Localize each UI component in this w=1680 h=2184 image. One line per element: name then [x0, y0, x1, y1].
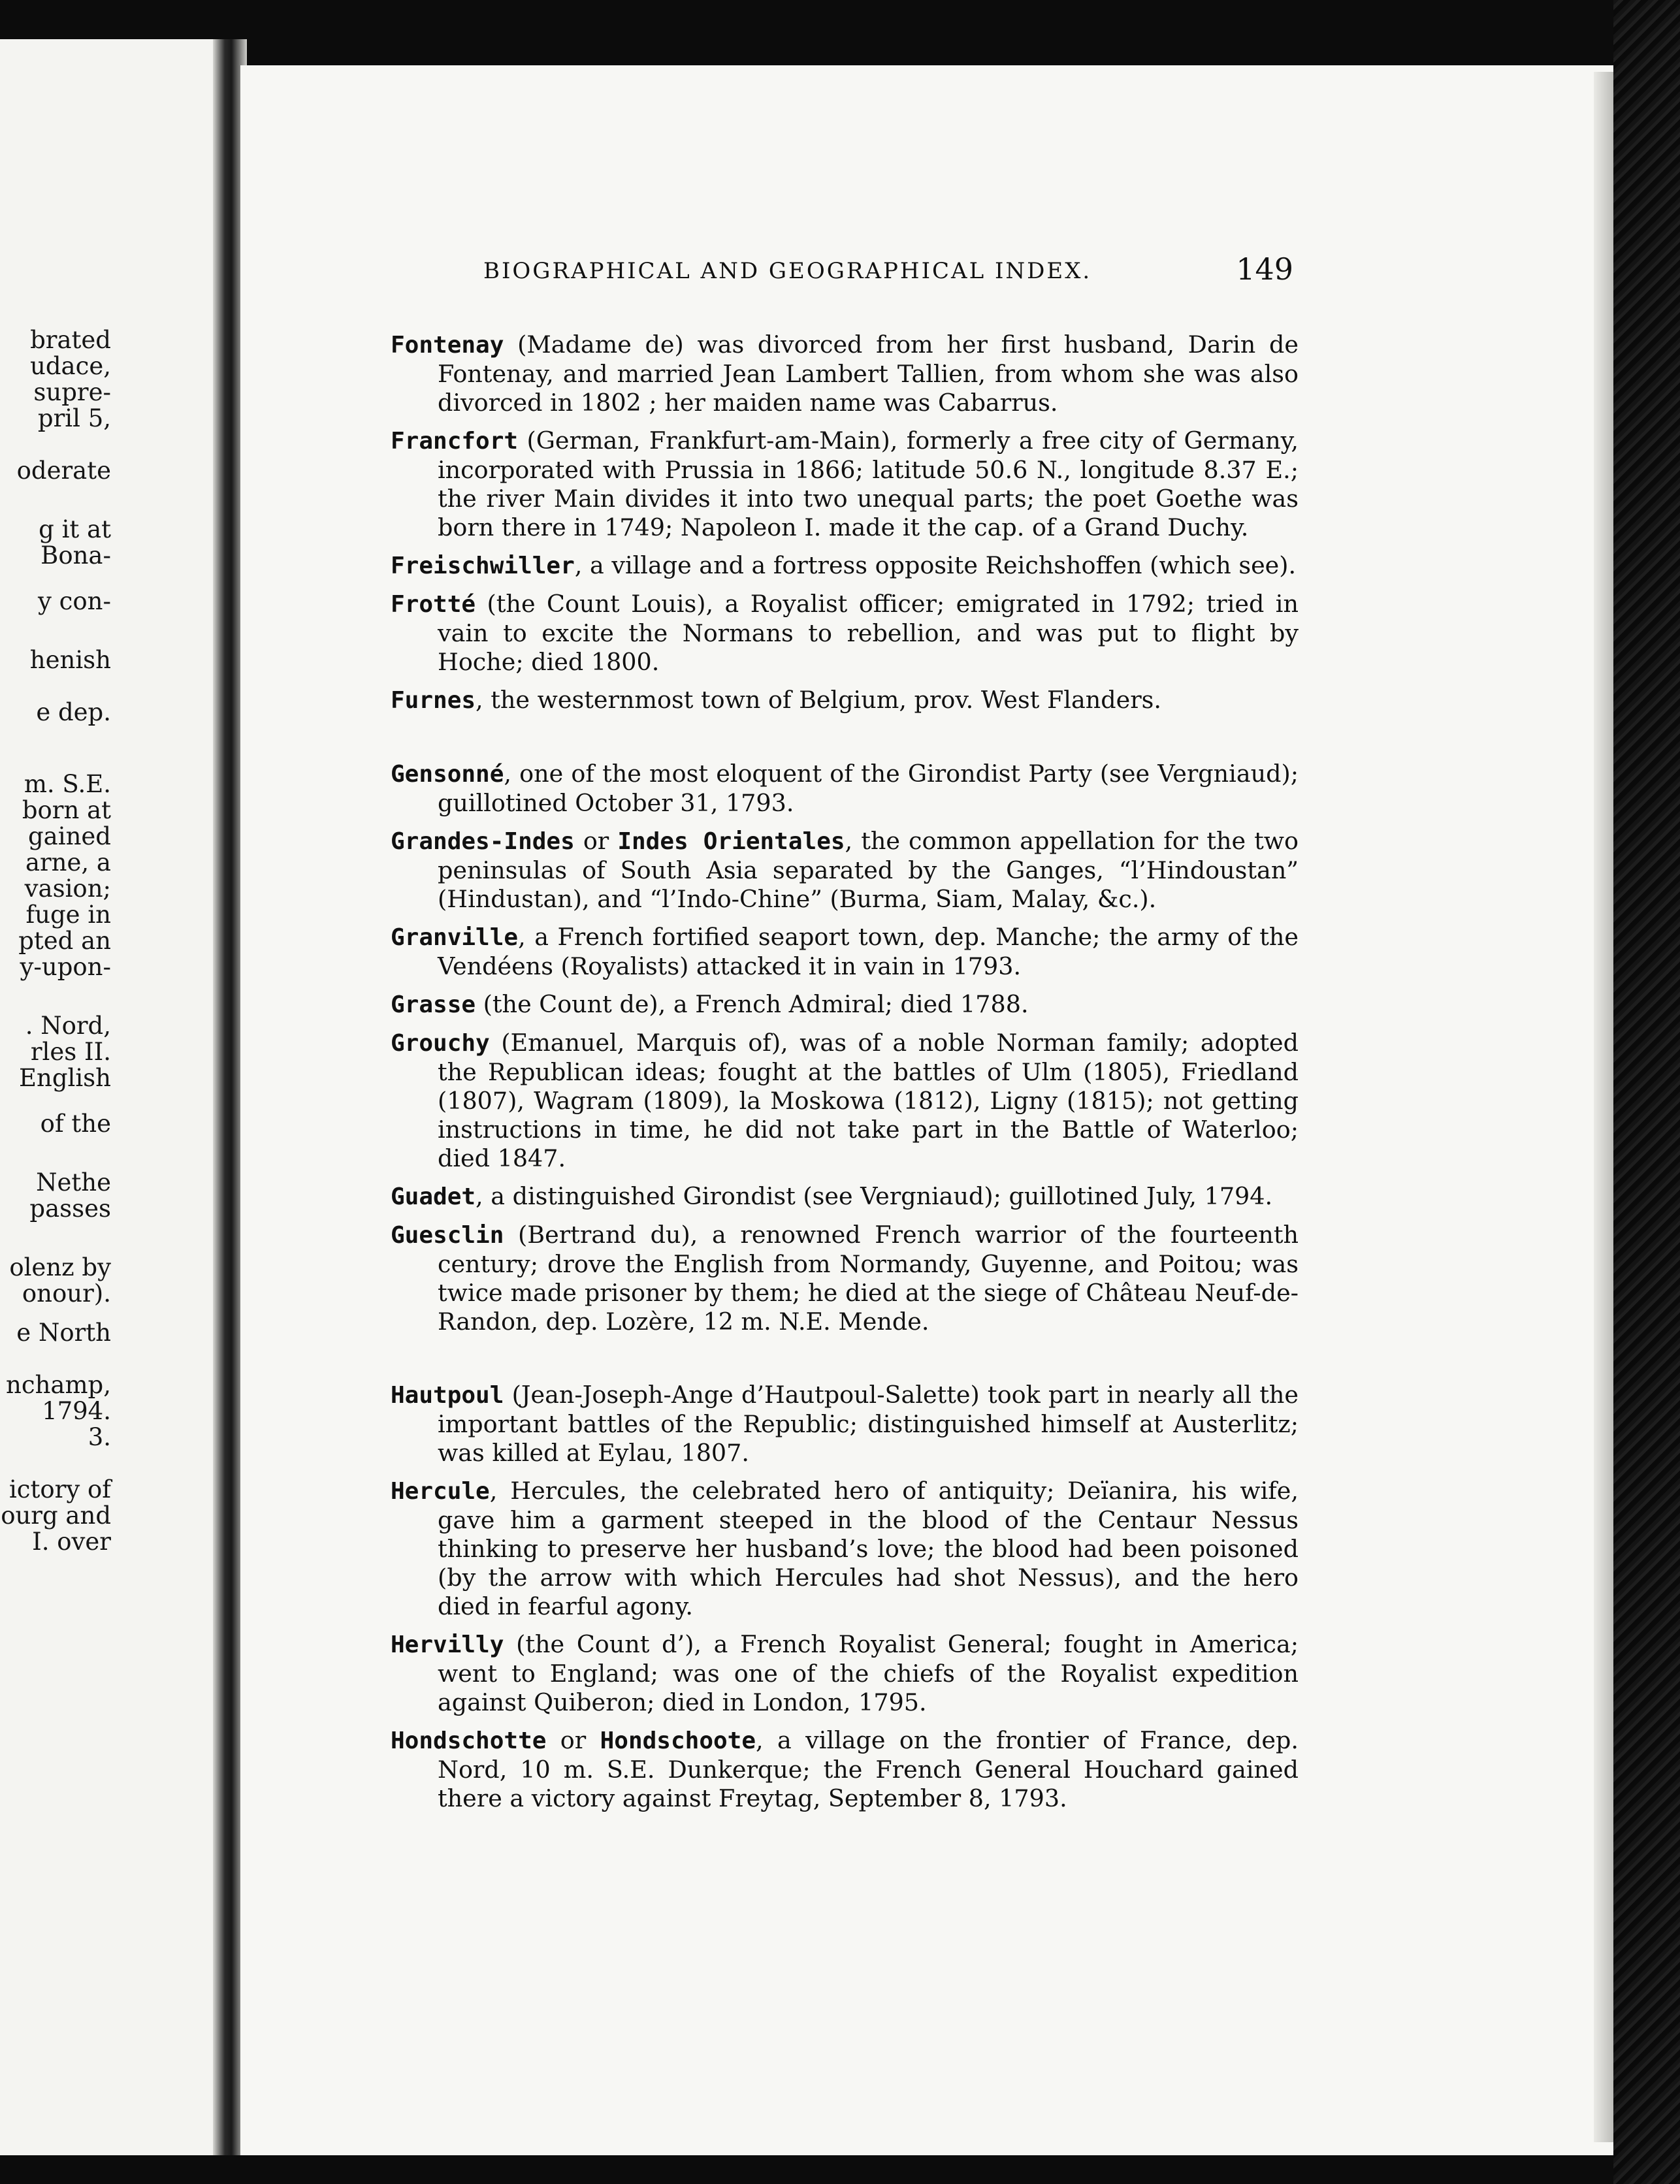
entry-text: , a French fortified seaport town, dep. Manche; the army of the Vendéens (Royalists) attacked it in vain in 1793. [438, 923, 1299, 980]
left-page-fragment: supre- [33, 378, 111, 406]
left-page-fragment: ourg and [1, 1502, 111, 1530]
entry-conjunction: or [574, 827, 618, 855]
index-entry [391, 1221, 1299, 1336]
left-page-fragment: arne, a [25, 848, 111, 876]
entry-headword-alt: Indes Orientales [617, 828, 845, 855]
entry-headword: Hervilly [391, 1631, 504, 1658]
left-page-fragment: m. S.E. [24, 770, 111, 798]
index-entry [391, 551, 1299, 581]
page-number: 149 [1236, 251, 1293, 287]
index-entry [391, 760, 1299, 818]
left-page-fragment: English [18, 1064, 111, 1092]
entry-text: , a village on the frontier of France, dep. Nord, 10 m. S.E. Dunkerque; the French General Houchard gained there a victory against Freytag, September 8, 1793. [438, 1726, 1299, 1812]
entry-text: (the Count d’), a French Royalist General; fought in America; went to England; was one of the chiefs of the Royalist expedition against Quiberon; died in London, 1795. [438, 1630, 1299, 1716]
entry-headword: Hondschotte [391, 1727, 547, 1754]
left-page-fragment: vasion; [24, 875, 111, 903]
left-facing-page [0, 39, 226, 2155]
index-entry [391, 1381, 1299, 1468]
entry-text: (German, Frankfurt-am-Main), formerly a free city of Germany, incorporated with Prussia in 1866; latitude 50.6 N., longitude 8.37 E.; the river Main divides it into two unequal parts; the poet Goethe was born there in 1749; Napoleon I. made it the cap. of a Grand Duchy. [438, 426, 1299, 541]
entry-headword: Freischwiller [391, 553, 575, 579]
left-page-fragment: onour). [22, 1279, 111, 1308]
entry-headword: Fontenay [391, 332, 504, 359]
entry-headword: Hercule [391, 1478, 490, 1505]
entry-text: , one of the most eloquent of the Girondist Party (see Vergniaud); guillotined October 31, 1793. [438, 760, 1299, 817]
entry-headword: Hautpoul [391, 1382, 504, 1409]
entry-headword: Grasse [391, 991, 476, 1018]
entry-text: , a village and a fortress opposite Reichshoffen (which see). [574, 551, 1297, 579]
index-entry [391, 1726, 1299, 1813]
left-page-fragment: 3. [88, 1423, 111, 1451]
left-page-fragment: y con- [38, 587, 111, 615]
left-page-fragment: of the [40, 1110, 111, 1138]
left-page-fragment: . Nord, [25, 1012, 111, 1040]
page-edge [1594, 72, 1613, 2142]
scanner-background [1613, 0, 1680, 2184]
index-entry [391, 990, 1299, 1020]
left-page-fragment: y-upon- [20, 953, 111, 981]
left-page-fragment: Nethe [36, 1168, 111, 1196]
entry-text: (the Count de), a French Admiral; died 1788. [476, 990, 1029, 1018]
left-page-fragment: I. over [32, 1528, 111, 1556]
section-gap [391, 1345, 1299, 1381]
entry-conjunction: or [546, 1726, 600, 1754]
left-page-fragment: pted an [18, 927, 111, 955]
entry-text: , a distinguished Girondist (see Vergniaud); guillotined July, 1794. [476, 1182, 1273, 1210]
left-page-fragment: henish [29, 646, 111, 674]
entry-text: (Bertrand du), a renowned French warrior of the fourteenth century; drove the English from Normandy, Guyenne, and Poitou; was twice made prisoner by them; he died at the siege of Château Neuf-de-Randon, dep. Lozère, 12 m. N.E. Mende. [438, 1221, 1299, 1336]
left-page-fragment: passes [29, 1195, 111, 1223]
left-page-fragment: born at [22, 796, 111, 824]
entry-headword-alt: Hondschoote [600, 1727, 756, 1754]
left-page-fragment: olenz by [9, 1253, 111, 1281]
header-title: BIOGRAPHICAL AND GEOGRAPHICAL INDEX. [483, 258, 1092, 284]
left-page-fragment: pril 5, [37, 404, 111, 432]
left-page-fragment: e dep. [36, 698, 111, 726]
entry-headword: Gensonné [391, 761, 504, 788]
left-page-fragment: 1794. [42, 1397, 111, 1425]
entry-text: (the Count Louis), a Royalist officer; emigrated in 1792; tried in vain to excite the Normans to rebellion, and was put to flight by Hoche; died 1800. [438, 590, 1299, 676]
entry-headword: Guesclin [391, 1222, 504, 1249]
entry-text: , the common appellation for the two peninsulas of South Asia separated by the Ganges, “l’Hindoustan” (Hindustan), and “l’Indo-Chine” (Burma, Siam, Malay, &c.). [438, 827, 1299, 913]
left-page-fragment: nchamp, [6, 1371, 111, 1399]
index-entry [391, 1029, 1299, 1173]
left-page-fragment: g it at [39, 515, 111, 543]
index-entry [391, 1630, 1299, 1717]
entry-headword: Furnes [391, 687, 476, 714]
index-entry [391, 923, 1299, 981]
entry-text: , Hercules, the celebrated hero of antiquity; Deïanira, his wife, gave him a garment steeped in the blood of the Centaur Nessus thinking to preserve her husband’s love; the blood had been poisoned (by the arrow with which Hercules had shot Nessus), and the hero died in fearful agony. [438, 1477, 1299, 1620]
entry-headword: Francfort [391, 428, 519, 455]
section-gap [391, 724, 1299, 760]
left-page-fragment: ictory of [8, 1475, 111, 1503]
index-entry [391, 1477, 1299, 1621]
left-page-fragment: gained [28, 822, 111, 850]
left-page-fragment: e North [16, 1319, 111, 1347]
left-page-fragment: fuge in [25, 901, 111, 929]
entry-text: (Emanuel, Marquis of), was of a noble Norman family; adopted the Republican ideas; fought at the battles of Ulm (1805), Friedland (1807), Wagram (1809), la Moskowa (1812), Ligny (1815); not getting instructions in time, he did not take part in the Battle of Waterloo; died 1847. [438, 1029, 1299, 1172]
entry-headword: Guadet [391, 1183, 476, 1210]
left-page-fragment: oderate [16, 457, 111, 485]
entry-text: , the westernmost town of Belgium, prov. West Flanders. [476, 686, 1161, 714]
index-entry [391, 330, 1299, 417]
index-entry [391, 426, 1299, 542]
entry-text: (Madame de) was divorced from her first husband, Darin de Fontenay, and married Jean Lambert Tallien, from whom she was also divorced in 1802 ; her maiden name was Cabarrus. [438, 330, 1299, 417]
index-entry [391, 590, 1299, 677]
left-page-fragment: udace, [30, 352, 111, 380]
left-page-fragment: rles II. [30, 1038, 111, 1066]
left-page-fragment: Bona- [40, 541, 111, 570]
index-entries [391, 330, 1299, 1822]
index-entry [391, 827, 1299, 914]
left-page-fragment: brated [30, 326, 111, 354]
index-entry [391, 1182, 1299, 1212]
entry-headword: Grandes-Indes [391, 828, 575, 855]
index-entry [391, 686, 1299, 715]
entry-headword: Granville [391, 924, 519, 951]
entry-headword: Frotté [391, 591, 476, 618]
entry-headword: Grouchy [391, 1030, 490, 1057]
running-header [483, 251, 1293, 287]
entry-text: (Jean-Joseph-Ange d’Hautpoul-Salette) took part in nearly all the important battles of the Republic; distinguished himself at Austerlitz; was killed at Eylau, 1807. [438, 1381, 1299, 1467]
